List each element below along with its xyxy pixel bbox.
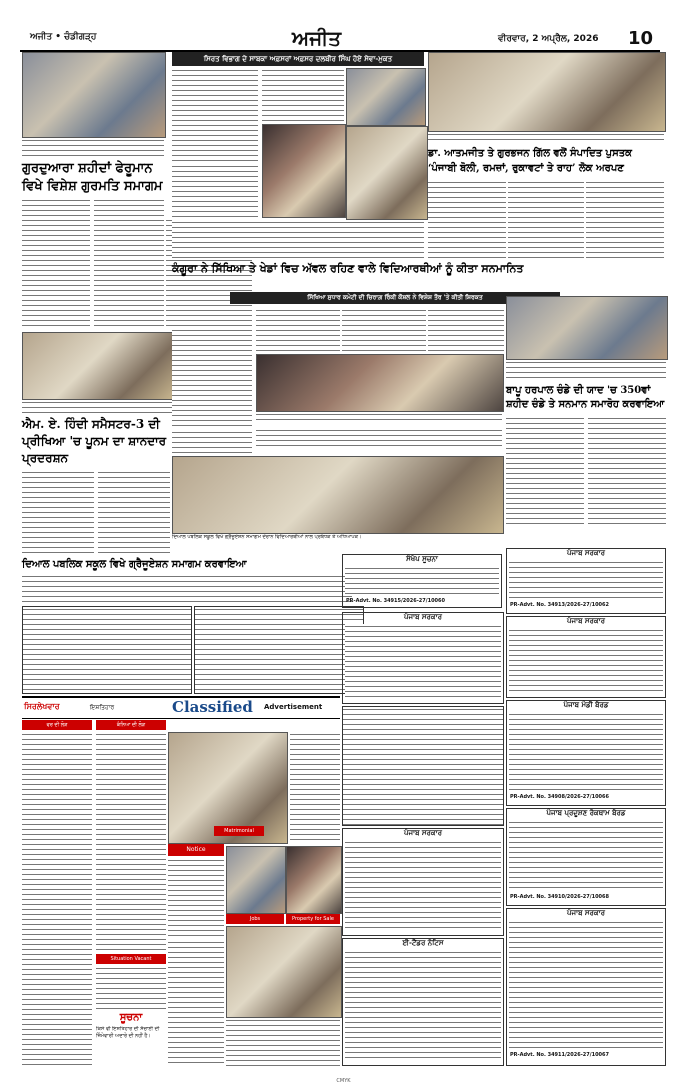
classified-banner (22, 696, 340, 719)
ad-punjab-pollution-board (506, 808, 666, 906)
classified-cta-situation-vacant: Situation Vacant (96, 954, 166, 964)
classified-col4-listings (290, 732, 340, 842)
photo-retirement (346, 68, 426, 126)
print-footer-marker: CMYK (336, 1078, 351, 1084)
ad-punjab-sarkar-5 (506, 908, 666, 1066)
classified-cta-property: Property for Sale (286, 914, 340, 924)
story-subhead-students: ਸਿੱਖਿਆ ਸੁਧਾਰ ਕਮੇਟੀ ਦੀ ਚਿਰਾਗ਼ ਰਿੰਕੀ ਕੌਸ਼ਲ ਨੇ ਵਿਸ਼ੇਸ਼ ਤੌਰ 'ਤੇ ਕੀਤੀ ਸ਼ਿਰਕਤ (230, 292, 560, 304)
classified-col2-listings (96, 732, 166, 952)
ad-punjab-sarkar-1-pr: PR-Advt. No. 34913/2026-27/10062 (510, 602, 609, 608)
classified-col-lower-listings (226, 1018, 340, 1066)
classified-title: Classified (172, 698, 253, 716)
story-body-book-1 (428, 180, 506, 260)
ad-notice-left-2 (194, 606, 364, 694)
ad-punjab-sarkar-4-body (345, 840, 501, 930)
ad-punjab-sarkar-5-body (509, 920, 663, 1050)
story-body-retirement-2 (262, 68, 344, 122)
story-body-retirement-1 (172, 68, 258, 162)
ad-tender-title: ਸੰਖੇਪ ਸੂਚਨਾ (406, 555, 438, 563)
ad-e-tender-notice (342, 938, 504, 1066)
story-body-students-6 (172, 430, 252, 454)
story-body-ma-col1 (22, 470, 94, 554)
story-body-students-3 (342, 308, 426, 352)
story-headline-students: ਕੰਗੂਰਾ ਨੇ ਸਿੱਖਿਆ ਤੇ ਖੇਡਾਂ ਵਿਚ ਅੱਵਲ ਰਹਿਣ ਵਾਲੇ ਵਿਦਿਆਰਥੀਆਂ ਨੂੰ ਕੀਤਾ ਸਨਮਾਨਿਤ (172, 262, 524, 275)
story-body-students-5 (256, 428, 502, 450)
ad-e-tender-body (345, 950, 501, 1062)
ad-punjab-sarkar-2 (506, 616, 666, 698)
story-headline-school: ਦਿਆਲ ਪਬਲਿਕ ਸਕੂਲ ਵਿਖੇ ਗ੍ਰੈਜੂਏਸ਼ਨ ਸਮਾਗਮ ਕਰਵਾਇਆ (22, 559, 247, 570)
classified-label-punjabi: ਸਿਰਲੇਖਵਾਰ (24, 702, 60, 711)
ad-tender-summary (342, 554, 502, 608)
photo-family (346, 126, 428, 220)
classified-graphic-property (286, 846, 342, 914)
ad-punjab-sarkar-3-title: ਪੰਜਾਬ ਸਰਕਾਰ (403, 613, 442, 621)
photo-gurdwara-ceremony (22, 52, 166, 138)
story-headline-bapu: ਬਾਪੂ ਹਰਪਾਲ ਚੰਡੇ ਦੀ ਯਾਦ 'ਚ 350ਵਾਂ ਸ਼ਹੀਦ ਚੰਡੇ ਤੇ ਸਨਮਾਨ ਸਮਾਰੋਹ ਕਰਵਾਇਆ (506, 385, 665, 410)
photo-caption (22, 138, 164, 158)
photo-caption-students (256, 412, 502, 424)
story-headline-ma-hindi: ਐਮ. ਏ. ਹਿੰਦੀ ਸਮੈਸਟਰ-3 ਦੀ ਪ੍ਰੀਖਿਆ 'ਚ ਪੂਨਮ ਦਾ ਸ਼ਾਨਦਾਰ ਪ੍ਰਦਰਸ਼ਨ (22, 417, 167, 465)
photo-poonam (22, 332, 174, 400)
ad-punjab-mandi-board (506, 700, 666, 806)
classified-col2-header: ਕੰਨਿਆ ਦੀ ਲੋੜ (96, 720, 166, 730)
classified-col1-header: ਵਰ ਦੀ ਲੋੜ (22, 720, 92, 730)
ad-punjab-mandi-pr: PR-Advt. No. 34908/2026-27/10066 (510, 794, 609, 800)
classified-graphic-laptop (226, 926, 342, 1018)
ad-punjab-sarkar-2-body (509, 628, 663, 692)
story-body-bapu-1 (506, 416, 584, 526)
classified-col3-listings-lower (168, 940, 224, 1066)
photo-book-release (428, 52, 666, 132)
ad-punjab-sarkar-1-title: ਪੰਜਾਬ ਸਰਕਾਰ (566, 549, 605, 557)
ad-punjab-sarkar-1-body (509, 560, 663, 600)
classified-notice-listings (168, 858, 224, 938)
ad-punjab-sarkar-5-title: ਪੰਜਾਬ ਸਰਕਾਰ (566, 909, 605, 917)
ad-pollution-body (509, 820, 663, 892)
story-body-students-4 (428, 308, 504, 352)
ad-punjab-sarkar-4-title: ਪੰਜਾਬ ਸਰਕਾਰ (403, 829, 442, 837)
ad-notice-center-1 (342, 706, 504, 826)
story-body-students-2 (256, 308, 340, 352)
story-body-col2 (94, 198, 164, 328)
ad-punjab-sarkar-4 (342, 828, 504, 936)
ad-punjab-sarkar-2-title: ਪੰਜਾਬ ਸਰਕਾਰ (566, 617, 605, 625)
story-body-bapu-2 (588, 416, 666, 526)
story-headline-retirement: ਸਿਰਤ ਵਿਭਾਗ ਦੇ ਸਾਬਕਾ ਅਫ਼ਸਰਾਂ ਅਫ਼ਸਰ ਦਲਬੀਰ ਸਿੰਘ ਹੋਏ ਸੇਵਾ-ਮੁਕਤ (172, 52, 424, 66)
story-body-ma-col2 (98, 470, 170, 554)
ad-punjab-sarkar-3 (342, 612, 504, 704)
ad-notice-left-1 (22, 606, 192, 694)
classified-cta-jobs: Jobs (226, 914, 284, 924)
photo-caption-poonam (22, 400, 172, 414)
classified-graphic-jobs (226, 846, 286, 914)
page-number: 10 (628, 28, 654, 49)
classified-label-sub: ਇਸ਼ਤਿਹਾਰ (90, 704, 115, 711)
story-body-book-2 (508, 180, 584, 260)
classified-notice-text: ਕਿਸੇ ਵੀ ਇਸ਼ਤਿਹਾਰ ਦੀ ਸੱਚਾਈ ਦੀ ਜ਼ਿੰਮੇਵਾਰੀ ਅਦਾਰੇ ਦੀ ਨਹੀਂ ਹੈ। (96, 1026, 160, 1039)
ad-tender-pr-number: PR-Advt. No. 34915/2026-27/10060 (346, 598, 445, 604)
story-body-book-3 (586, 180, 664, 260)
photo-caption-bapu (506, 360, 666, 382)
story-body-retirement-3 (172, 164, 258, 218)
story-body-students-1 (172, 308, 252, 428)
classified-vacant-listings (96, 966, 166, 1010)
photo-bapu-event (506, 296, 668, 360)
ad-e-tender-title: ਈ-ਟੈਂਡਰ ਨੋਟਿਸ (402, 939, 444, 947)
photo-graduation (172, 456, 504, 534)
newspaper-logo: ਅਜੀਤ (292, 26, 342, 50)
classified-title-sub: Advertisement (264, 703, 323, 711)
print-registration-strip (0, 0, 687, 12)
classified-cta-matrimonial: Matrimonial (214, 826, 264, 836)
ad-punjab-sarkar-3-body (345, 624, 501, 700)
ad-punjab-sarkar-5-pr: PR-Advt. No. 34911/2026-27/10067 (510, 1052, 609, 1058)
ad-punjab-mandi-body (509, 712, 663, 792)
photo-honour (262, 124, 346, 218)
ad-tender-body (345, 566, 499, 596)
story-body-school (22, 574, 352, 604)
photo-caption-book (428, 132, 664, 144)
photo-caption-graduation: ਦਿਆਲ ਪਬਲਿਕ ਸਕੂਲ ਵਿਖੇ ਗ੍ਰੈਜੂਏਸ਼ਨ ਸਮਾਗਮ ਦੌਰਾਨ ਵਿਦਿਆਰਥੀਆਂ ਨਾਲ ਪ੍ਰਬੰਧਕ ਤੇ ਅਧਿਆਪਕ। (172, 534, 362, 540)
issue-date: ਵੀਰਵਾਰ, 2 ਅਪ੍ਰੈਲ, 2026 (498, 34, 599, 44)
photo-students-honour (256, 354, 504, 412)
ad-pollution-pr: PR-Advt. No. 34910/2026-27/10068 (510, 894, 609, 900)
story-headline-gurdwara: ਗੁਰਦੁਆਰਾ ਸ਼ਹੀਦਾਂ ਫੇਰੂਮਾਨ ਵਿਖੇ ਵਿਸ਼ੇਸ਼ ਗੁਰਮਤਿ ਸਮਾਗਮ (22, 161, 163, 194)
classified-col1-listings (22, 732, 92, 1068)
story-body-col1 (22, 198, 90, 328)
header-left-label: ਅਜੀਤ • ਚੰਡੀਗੜ੍ਹ (30, 32, 97, 42)
ad-punjab-sarkar-1 (506, 548, 666, 614)
story-headline-book: ਡਾ. ਆਤਮਜੀਤ ਤੇ ਗੁਰਭਜਨ ਗਿੱਲ ਵਲੋਂ ਸੰਪਾਦਿਤ ਪੁਸਤਕ ‘ਪੰਜਾਬੀ ਬੋਲੀ, ਰਮਜ਼ਾਂ, ਰੁਕਾਵਟਾਂ ਤੇ ਰਾਹ’ ਲੋਕ ਅਰਪਣ (428, 148, 632, 174)
classified-notice-heading: ਸੂਚਨਾ (119, 1012, 143, 1023)
ad-punjab-mandi-title: ਪੰਜਾਬ ਮੰਡੀ ਬੋਰਡ (563, 701, 609, 709)
classified-cta-notice: Notice (168, 844, 224, 856)
story-body-retirement-4 (172, 220, 424, 258)
ad-pollution-title: ਪੰਜਾਬ ਪ੍ਰਦੂਸ਼ਣ ਰੋਕਥਾਮ ਬੋਰਡ (546, 809, 626, 817)
